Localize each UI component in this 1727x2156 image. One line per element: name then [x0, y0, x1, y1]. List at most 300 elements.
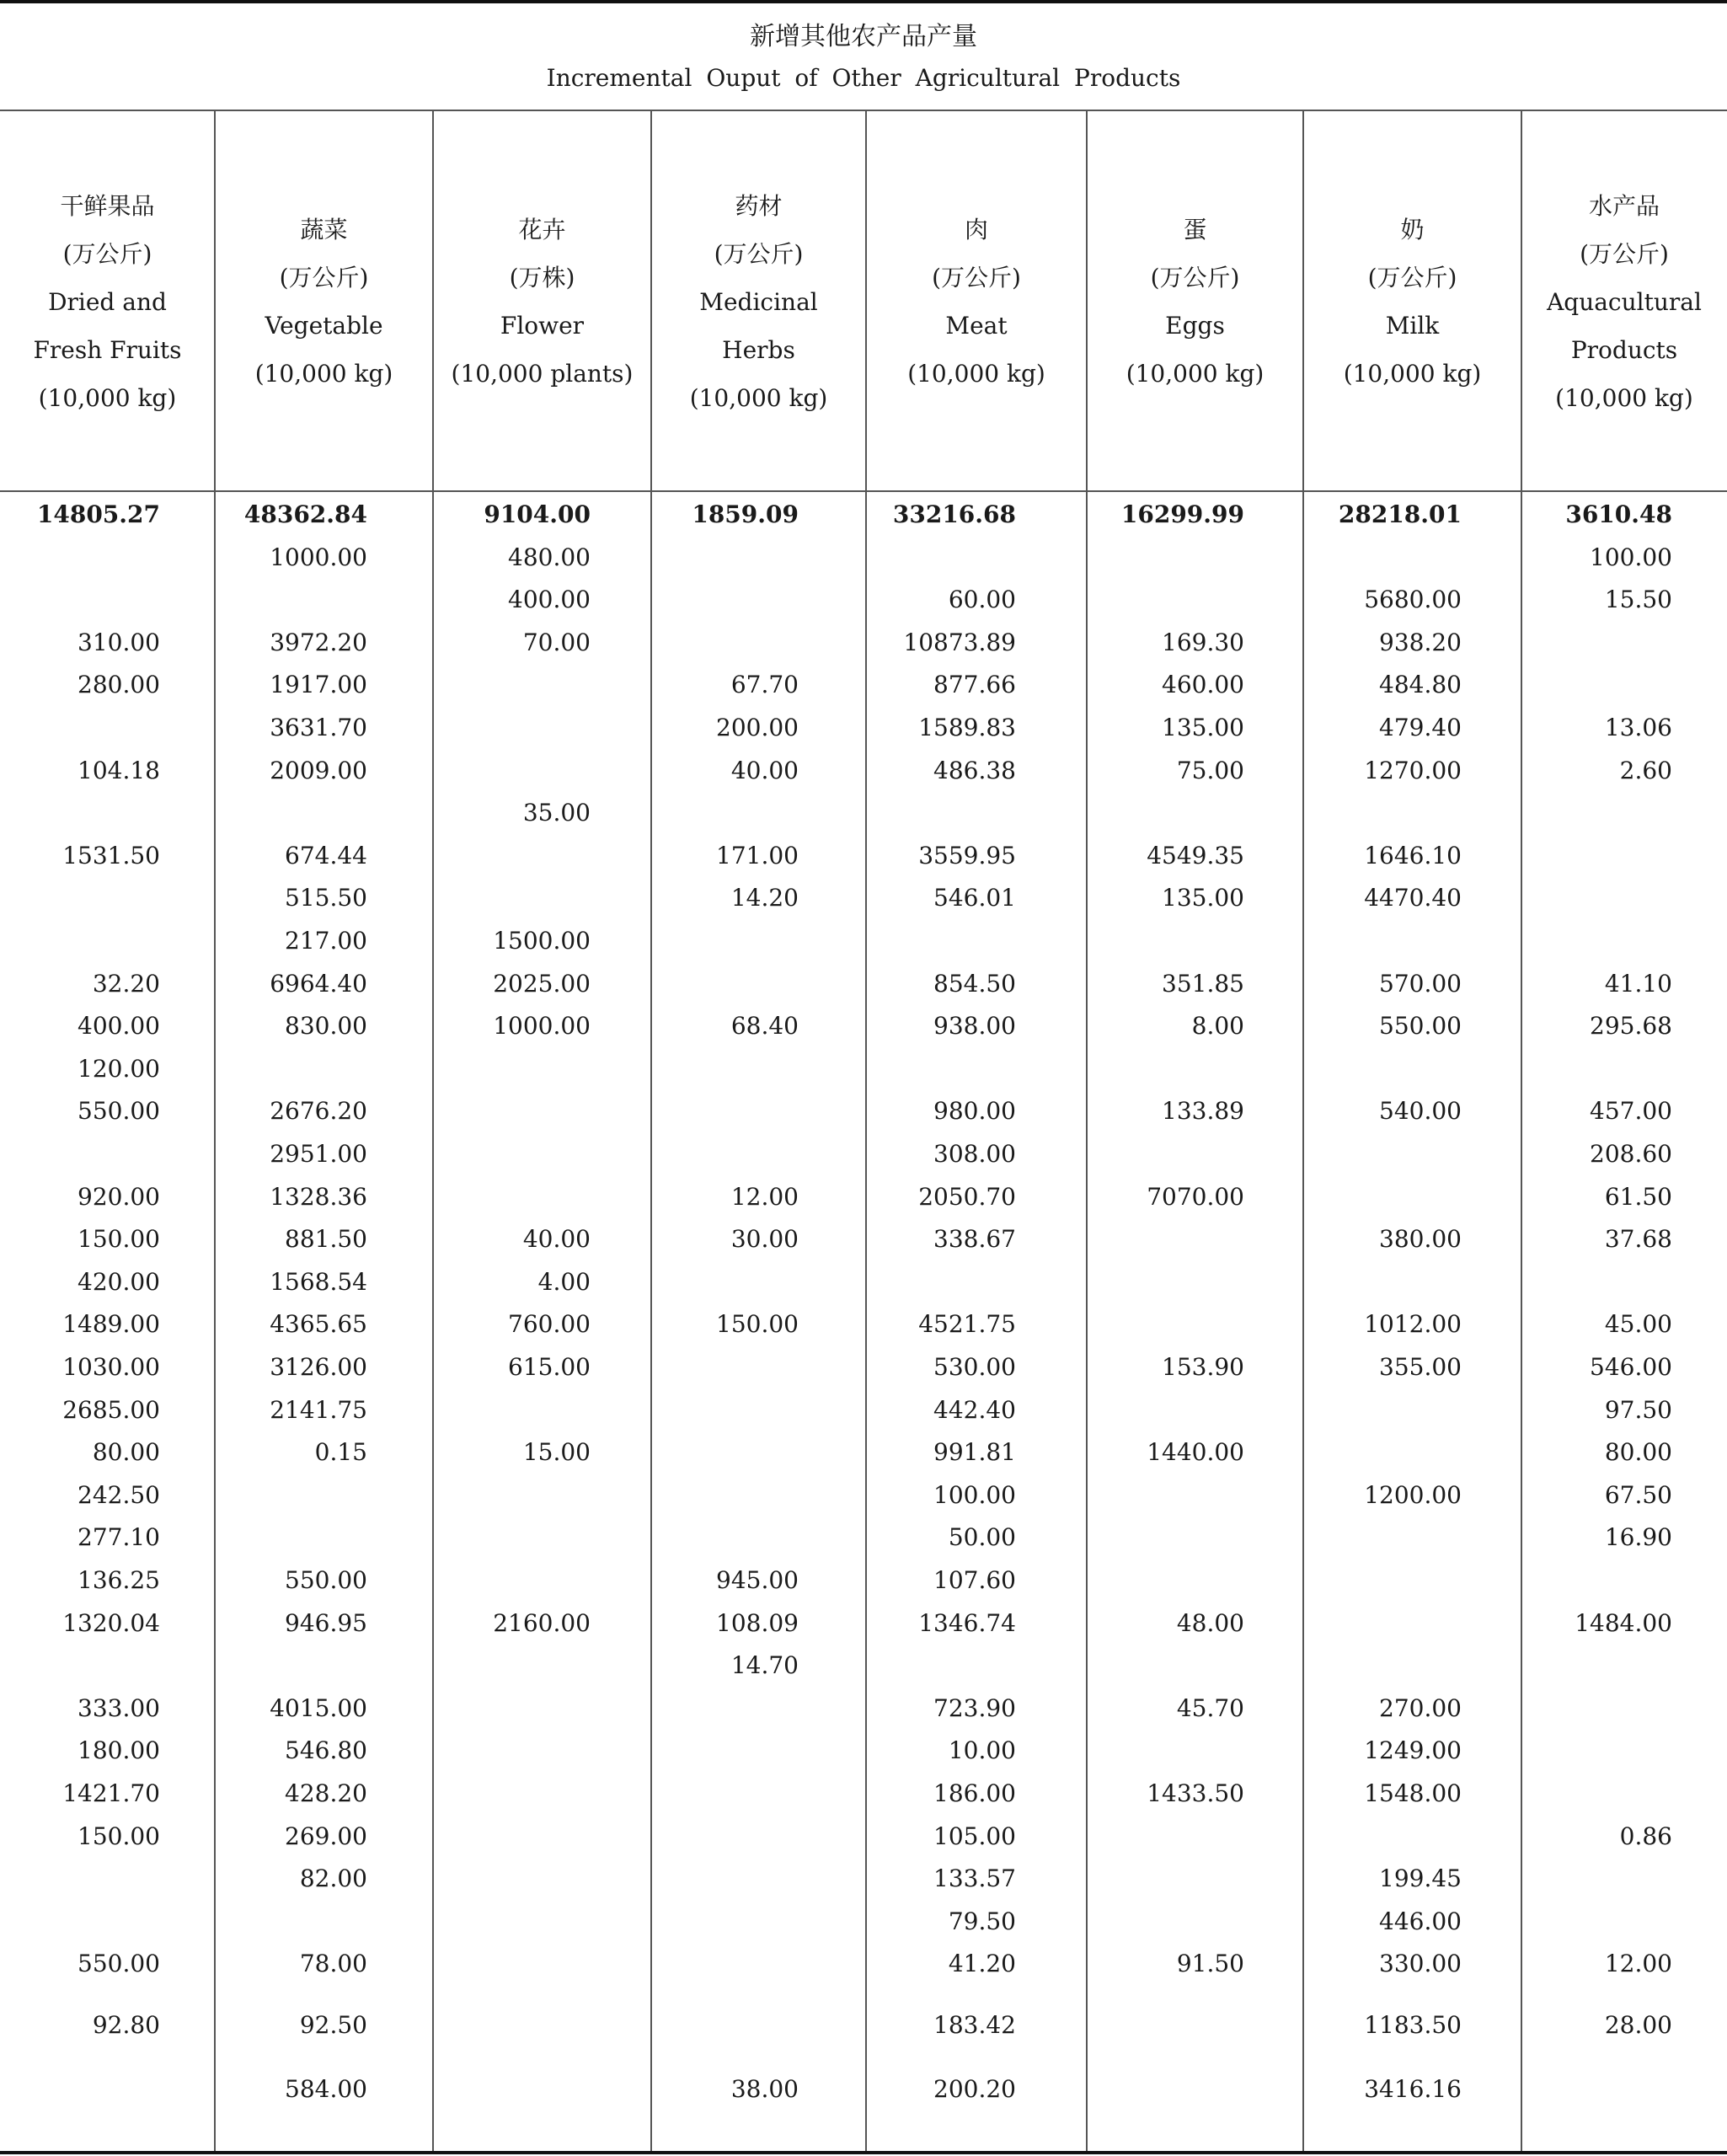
- table-cell: [1487, 2068, 1672, 2111]
- table-cell: 105.00: [933, 1822, 1016, 1850]
- table-cell: [405, 1090, 591, 1132]
- table-cell: 242.50: [78, 1481, 160, 1509]
- column-header: [1521, 113, 1727, 490]
- table-cell: [0, 537, 160, 579]
- column-header-line: (10,000 kg): [689, 383, 828, 412]
- table-cell: 48362.84: [243, 500, 367, 528]
- table-cell: 420.00: [78, 1268, 160, 1296]
- table-cell: 2160.00: [493, 1609, 591, 1637]
- table-cell: 50.00: [948, 1523, 1016, 1551]
- table-cell: 4470.40: [1364, 884, 1462, 912]
- table-cell: 180.00: [78, 1736, 160, 1764]
- table-cell: 1589.83: [918, 714, 1016, 741]
- column-header: [866, 113, 1087, 490]
- table-cell: 540.00: [1379, 1097, 1462, 1125]
- table-cell: [1487, 1048, 1672, 1090]
- column-header-line: (万公斤): [1150, 264, 1240, 292]
- table-cell: 133.57: [933, 1864, 1016, 1892]
- table-cell: 135.00: [1162, 884, 1244, 912]
- column-header-text: [1126, 206, 1265, 398]
- table-cell: 100.00: [1590, 543, 1672, 571]
- table-cell: 1548.00: [1364, 1779, 1462, 1807]
- table-cell: 1859.09: [692, 500, 799, 528]
- table-cell: [1487, 1261, 1672, 1303]
- column-header: [0, 113, 215, 490]
- table-cell: 14805.27: [36, 500, 160, 528]
- table-cell: 4365.65: [270, 1310, 367, 1338]
- table-cell: [1059, 1303, 1244, 1345]
- table-cell: [0, 2068, 160, 2111]
- column-header-line: (万公斤): [62, 239, 152, 268]
- table-cell: [613, 622, 799, 664]
- table-cell: [1487, 622, 1672, 664]
- table-cell: [405, 2068, 591, 2111]
- table-cell: 479.40: [1379, 714, 1462, 741]
- table-cell: [613, 1773, 799, 1815]
- table-cell: 0.15: [314, 1438, 367, 1466]
- table-cell: [405, 1389, 591, 1431]
- table-cell: 355.00: [1379, 1353, 1462, 1381]
- table-cell: [405, 1176, 591, 1218]
- column-header-line: (10,000 kg): [1555, 383, 1693, 412]
- table-row: [0, 835, 1727, 877]
- table-cell: 333.00: [78, 1694, 160, 1722]
- table-cell: 1484.00: [1575, 1609, 1672, 1637]
- table-cell: 200.20: [933, 2075, 1016, 2103]
- table-cell: [405, 664, 591, 706]
- table-row: [0, 750, 1727, 792]
- table-cell: 68.40: [730, 1012, 799, 1040]
- table-cell: [405, 1559, 591, 1602]
- table-cell: [1276, 1517, 1462, 1559]
- table-cell: 460.00: [1162, 671, 1244, 698]
- column-header-line: Herbs: [722, 335, 795, 364]
- column-header-line: 水产品: [1588, 191, 1660, 220]
- table-cell: 310.00: [78, 629, 160, 656]
- table-cell: 351.85: [1162, 970, 1244, 998]
- table-cell: [405, 1688, 591, 1730]
- table-cell: 4521.75: [918, 1310, 1016, 1338]
- table-cell: 1270.00: [1364, 757, 1462, 784]
- table-cell: 550.00: [78, 1950, 160, 1977]
- table-cell: 1917.00: [270, 671, 367, 698]
- table-cell: 380.00: [1379, 1225, 1462, 1253]
- table-cell: [613, 1517, 799, 1559]
- table-row: [0, 579, 1727, 621]
- column-header-line: (10,000 kg): [907, 360, 1045, 388]
- table-cell: [0, 707, 160, 749]
- table-cell: 14.20: [730, 884, 799, 912]
- table-cell: 45.70: [1176, 1694, 1244, 1722]
- table-row: [0, 1133, 1727, 1175]
- table-cell: [1059, 1730, 1244, 1772]
- table-cell: 13.06: [1604, 714, 1672, 741]
- table-cell: [1487, 1559, 1672, 1602]
- table-cell: [613, 1730, 799, 1772]
- table-row: [0, 2004, 1727, 2046]
- table-cell: 723.90: [933, 1694, 1016, 1722]
- table-cell: 200.00: [716, 714, 799, 741]
- table-cell: 1646.10: [1364, 842, 1462, 869]
- column-header-text: [255, 206, 393, 398]
- table-cell: [1059, 1048, 1244, 1090]
- table-cell: [1059, 1474, 1244, 1517]
- table-cell: [831, 1048, 1016, 1090]
- table-cell: 10.00: [948, 1736, 1016, 1764]
- table-cell: 584.00: [285, 2075, 367, 2103]
- column-header-line: 花卉: [518, 216, 566, 243]
- table-cell: [1059, 1901, 1244, 1943]
- table-cell: [1059, 2004, 1244, 2046]
- table-cell: [405, 1474, 591, 1517]
- table-cell: 67.50: [1604, 1481, 1672, 1509]
- table-cell: [405, 1858, 591, 1900]
- table-cell: [0, 920, 160, 962]
- table-cell: 2676.20: [270, 1097, 367, 1125]
- table-cell: 486.38: [933, 757, 1016, 784]
- table-cell: 40.00: [522, 1225, 591, 1253]
- column-header: [1087, 113, 1303, 490]
- table-cell: [1276, 792, 1462, 834]
- table-cell: [182, 1048, 367, 1090]
- table-cell: 61.50: [1604, 1183, 1672, 1211]
- table-cell: [1059, 1389, 1244, 1431]
- table-cell: 3416.16: [1364, 2075, 1462, 2103]
- table-cell: 1531.50: [62, 842, 160, 869]
- table-cell: [405, 1645, 591, 1687]
- table-cell: 877.66: [933, 671, 1016, 698]
- table-cell: [1487, 1901, 1672, 1943]
- table-cell: 1249.00: [1364, 1736, 1462, 1764]
- table-cell: 295.68: [1590, 1012, 1672, 1040]
- table-cell: 1421.70: [62, 1779, 160, 1807]
- table-cell: [1276, 1261, 1462, 1303]
- table-row: [0, 664, 1727, 706]
- table-cell: [1059, 1858, 1244, 1900]
- table-cell: [405, 1816, 591, 1858]
- table-cell: [831, 1261, 1016, 1303]
- table-cell: 1012.00: [1364, 1310, 1462, 1338]
- table-row: [0, 792, 1727, 834]
- table-cell: 457.00: [1590, 1097, 1672, 1125]
- table-cell: [1487, 1773, 1672, 1815]
- column-header-line: Dried and: [48, 287, 167, 316]
- table-row: [0, 877, 1727, 919]
- table-cell: 3631.70: [270, 714, 367, 741]
- table-cell: [1487, 1858, 1672, 1900]
- table-cell: [613, 1090, 799, 1132]
- table-cell: [1059, 792, 1244, 834]
- table-cell: 2025.00: [493, 970, 591, 998]
- table-cell: 28218.01: [1338, 500, 1462, 528]
- table-title-cn: 新增其他农产品产量: [750, 22, 977, 51]
- table-cell: 330.00: [1379, 1950, 1462, 1977]
- table-cell: [0, 579, 160, 621]
- table-cell: [613, 2004, 799, 2046]
- table-cell: [405, 1773, 591, 1815]
- table-cell: [1059, 579, 1244, 621]
- table-row: [0, 622, 1727, 664]
- table-cell: 30.00: [730, 1225, 799, 1253]
- table-cell: [1059, 2068, 1244, 2111]
- table-row: [0, 1517, 1727, 1559]
- column-header-line: Products: [1570, 335, 1678, 364]
- table-row: [0, 1901, 1727, 1943]
- table-cell: [0, 792, 160, 834]
- column-header-line: (万公斤): [279, 264, 369, 292]
- table-cell: [613, 1133, 799, 1175]
- table-cell: [1276, 1816, 1462, 1858]
- table-cell: 2050.70: [918, 1183, 1016, 1211]
- table-row: [0, 1816, 1727, 1858]
- table-cell: 38.00: [730, 2075, 799, 2103]
- table-cell: 15.00: [522, 1438, 591, 1466]
- table-cell: [1487, 792, 1672, 834]
- table-cell: 1440.00: [1147, 1438, 1244, 1466]
- column-header-line: Milk: [1385, 312, 1440, 340]
- table-cell: [405, 1133, 591, 1175]
- table-cell: 208.60: [1590, 1140, 1672, 1168]
- column-header-line: 奶: [1400, 216, 1425, 243]
- table-cell: [0, 1901, 160, 1943]
- table-cell: 277.10: [78, 1523, 160, 1551]
- column-header-line: (10,000 kg): [1125, 360, 1265, 388]
- table-cell: 78.00: [299, 1950, 367, 1977]
- table-cell: 48.00: [1176, 1609, 1244, 1637]
- table-cell: 991.81: [933, 1438, 1016, 1466]
- table-cell: 28.00: [1604, 2011, 1672, 2039]
- table-cell: [1059, 1559, 1244, 1602]
- table-row: [0, 1389, 1727, 1431]
- header-divider: [0, 490, 1727, 492]
- table-cell: [1276, 1133, 1462, 1175]
- table-cell: [1276, 1431, 1462, 1474]
- column-header-line: 蛋: [1183, 216, 1207, 243]
- table-cell: [613, 1346, 799, 1388]
- table-cell: 2951.00: [270, 1140, 367, 1168]
- table-cell: [613, 1048, 799, 1090]
- table-cell: 7070.00: [1147, 1183, 1244, 1211]
- table-cell: 60.00: [948, 586, 1016, 613]
- table-cell: [613, 1389, 799, 1431]
- table-cell: [1059, 1133, 1244, 1175]
- table-cell: [182, 1517, 367, 1559]
- column-header-line: (万公斤): [714, 239, 804, 268]
- table-cell: 80.00: [92, 1438, 160, 1466]
- table-row: [0, 1688, 1727, 1730]
- table-cell: 33216.68: [892, 500, 1016, 528]
- table-cell: [1487, 835, 1672, 877]
- table-cell: [613, 1474, 799, 1517]
- column-header-text: [1344, 206, 1482, 398]
- table-cell: [182, 1474, 367, 1517]
- table-cell: 1000.00: [270, 543, 367, 571]
- table-cell: 1489.00: [62, 1310, 160, 1338]
- table-cell: [0, 1858, 160, 1900]
- column-header: [215, 113, 433, 490]
- table-cell: 14.70: [730, 1651, 799, 1679]
- table-cell: [613, 1943, 799, 1985]
- table-cell: 12.00: [1604, 1950, 1672, 1977]
- column-header-line: (10,000 kg): [38, 383, 177, 412]
- table-cell: 35.00: [522, 799, 591, 827]
- table-cell: 135.00: [1162, 714, 1244, 741]
- table-cell: 92.80: [92, 2011, 160, 2039]
- column-header-line: (万公斤): [1367, 264, 1457, 292]
- table-cell: 97.50: [1604, 1396, 1672, 1424]
- table-cell: [1059, 1645, 1244, 1687]
- table-cell: 442.40: [933, 1396, 1016, 1424]
- table-cell: 2141.75: [270, 1396, 367, 1424]
- bottom-rule: [0, 2151, 1727, 2154]
- column-header: [433, 113, 651, 490]
- table-cell: 153.90: [1162, 1353, 1244, 1381]
- table-cell: [1276, 537, 1462, 579]
- table-cell: [405, 750, 591, 792]
- table-row: [0, 1048, 1727, 1090]
- table-cell: 546.00: [1590, 1353, 1672, 1381]
- table-cell: 446.00: [1379, 1907, 1462, 1935]
- table-row: [0, 1730, 1727, 1772]
- table-cell: 40.00: [730, 757, 799, 784]
- table-cell: [405, 877, 591, 919]
- table-row: [0, 1346, 1727, 1388]
- table-row: [0, 1858, 1727, 1900]
- table-cell: 428.20: [285, 1779, 367, 1807]
- table-row: [0, 537, 1727, 579]
- table-cell: [405, 1943, 591, 1985]
- table-cell: 400.00: [508, 586, 591, 613]
- table-row: [0, 1218, 1727, 1260]
- table-cell: [1059, 1261, 1244, 1303]
- table-cell: 1000.00: [493, 1012, 591, 1040]
- table-cell: 67.70: [730, 671, 799, 698]
- table-cell: [613, 1901, 799, 1943]
- table-cell: [1276, 1389, 1462, 1431]
- table-cell: [1487, 1730, 1672, 1772]
- table-cell: [182, 1645, 367, 1687]
- table-cell: 674.44: [285, 842, 367, 869]
- table-cell: 136.25: [78, 1566, 160, 1594]
- table-cell: 550.00: [1379, 1012, 1462, 1040]
- table-cell: 1433.50: [1147, 1779, 1244, 1807]
- table-cell: [613, 963, 799, 1005]
- table-cell: [182, 579, 367, 621]
- table-cell: 120.00: [78, 1055, 160, 1083]
- column-header-line: Aquacultural: [1547, 287, 1702, 316]
- table-cell: 480.00: [508, 543, 591, 571]
- table-cell: 1346.74: [918, 1609, 1016, 1637]
- table-cell: 6964.40: [270, 970, 367, 998]
- table-cell: [405, 1730, 591, 1772]
- table-cell: 570.00: [1379, 970, 1462, 998]
- table-cell: 269.00: [285, 1822, 367, 1850]
- table-cell: 338.67: [933, 1225, 1016, 1253]
- table-cell: 75.00: [1176, 757, 1244, 784]
- table-cell: 546.80: [285, 1736, 367, 1764]
- table-cell: 1500.00: [493, 927, 591, 955]
- table-cell: 41.20: [948, 1950, 1016, 1977]
- table-row: [0, 963, 1727, 1005]
- table-cell: 37.68: [1604, 1225, 1672, 1253]
- table-cell: 938.00: [933, 1012, 1016, 1040]
- table-cell: [182, 792, 367, 834]
- table-cell: 92.50: [299, 2011, 367, 2039]
- table-cell: 150.00: [716, 1310, 799, 1338]
- table-cell: 550.00: [78, 1097, 160, 1125]
- table-cell: 171.00: [716, 842, 799, 869]
- table-cell: [613, 792, 799, 834]
- table-cell: 186.00: [933, 1779, 1016, 1807]
- column-header-line: Vegetable: [265, 312, 383, 340]
- table-cell: [1059, 1218, 1244, 1260]
- table-title-en: Incremental Ouput of Other Agricultural Products: [546, 64, 1181, 92]
- table-cell: 5680.00: [1364, 586, 1462, 613]
- table-cell: 3610.48: [1565, 500, 1672, 528]
- table-cell: [613, 1261, 799, 1303]
- table-cell: [831, 1645, 1016, 1687]
- table-cell: 2009.00: [270, 757, 367, 784]
- column-header-line: (10,000 kg): [1343, 360, 1482, 388]
- table-cell: [1276, 1176, 1462, 1218]
- column-header-line: 肉: [964, 216, 988, 243]
- table-cell: [831, 792, 1016, 834]
- table-cell: 199.45: [1379, 1864, 1462, 1892]
- column-header-text: [33, 182, 181, 422]
- table-cell: [0, 877, 160, 919]
- column-header-text: [1547, 182, 1702, 422]
- column-header: [1303, 113, 1521, 490]
- table-row: [0, 1303, 1727, 1345]
- table-cell: 41.10: [1604, 970, 1672, 998]
- table-cell: 217.00: [285, 927, 367, 955]
- table-cell: [613, 1688, 799, 1730]
- table-cell: 830.00: [285, 1012, 367, 1040]
- table-cell: [1059, 1816, 1244, 1858]
- table-cell: 16.90: [1604, 1523, 1672, 1551]
- table-cell: 70.00: [522, 629, 591, 656]
- column-header-line: (万公斤): [932, 264, 1021, 292]
- table-cell: 150.00: [78, 1822, 160, 1850]
- table-row: [0, 1559, 1727, 1602]
- table-cell: 615.00: [508, 1353, 591, 1381]
- table-cell: [1276, 1645, 1462, 1687]
- table-cell: 79.50: [948, 1907, 1016, 1935]
- table-cell: 16299.99: [1120, 500, 1244, 528]
- table-cell: 1200.00: [1364, 1481, 1462, 1509]
- table-row: [0, 1474, 1727, 1517]
- table-cell: 980.00: [933, 1097, 1016, 1125]
- table-cell: [405, 707, 591, 749]
- column-header-text: [907, 206, 1045, 398]
- table-cell: 515.50: [285, 884, 367, 912]
- table-cell: 530.00: [933, 1353, 1016, 1381]
- table-row: [0, 1602, 1727, 1645]
- table-cell: 8.00: [1191, 1012, 1244, 1040]
- table-cell: [182, 1901, 367, 1943]
- table-cell: [831, 537, 1016, 579]
- table-cell: [613, 1816, 799, 1858]
- column-header-line: 蔬菜: [300, 216, 348, 243]
- table-cell: 0.86: [1619, 1822, 1672, 1850]
- column-header-line: 干鲜果品: [60, 191, 155, 220]
- column-header-text: [690, 182, 828, 422]
- table-cell: 920.00: [78, 1183, 160, 1211]
- table-cell: 100.00: [933, 1481, 1016, 1509]
- table-cell: 45.00: [1604, 1310, 1672, 1338]
- table-cell: 280.00: [78, 671, 160, 698]
- table-cell: [613, 1431, 799, 1474]
